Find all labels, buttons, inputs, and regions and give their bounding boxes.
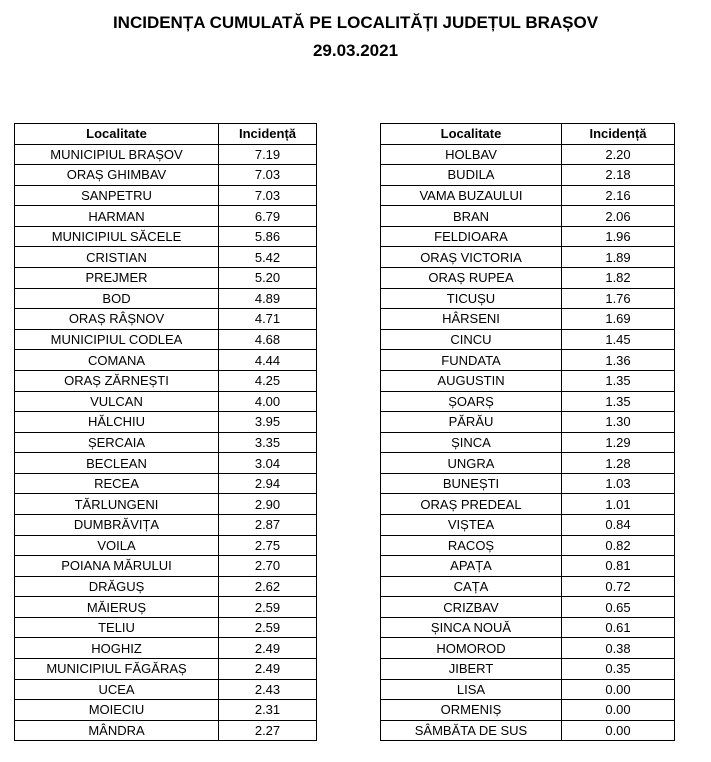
incidence-cell: 2.18	[562, 165, 675, 186]
incidence-cell: 2.59	[219, 597, 317, 618]
locality-cell: HOLBAV	[381, 144, 562, 165]
incidence-cell: 0.00	[562, 700, 675, 721]
incidence-cell: 2.06	[562, 206, 675, 227]
document-title: INCIDENȚA CUMULATĂ PE LOCALITĂȚI JUDEȚUL BRAȘOV	[112, 13, 599, 32]
locality-cell: TICUȘU	[381, 288, 562, 309]
locality-cell: HOMOROD	[381, 638, 562, 659]
locality-cell: MUNICIPIUL CODLEA	[15, 329, 219, 350]
column-header-locality: Localitate	[15, 124, 219, 145]
table-row	[381, 350, 675, 371]
incidence-cell: 0.82	[562, 535, 675, 556]
incidence-cell: 2.75	[219, 535, 317, 556]
table-row	[381, 638, 675, 659]
table-row	[15, 576, 317, 597]
locality-cell: BRAN	[381, 206, 562, 227]
table-row	[381, 514, 675, 535]
incidence-cell: 1.89	[562, 247, 675, 268]
incidence-cell: 3.04	[219, 453, 317, 474]
table-row	[381, 453, 675, 474]
locality-cell: POIANA MĂRULUI	[15, 556, 219, 577]
locality-cell: LISA	[381, 679, 562, 700]
locality-cell: ORAȘ PREDEAL	[381, 494, 562, 515]
incidence-cell: 5.20	[219, 268, 317, 289]
locality-cell: MOIECIU	[15, 700, 219, 721]
locality-cell: MÂNDRA	[15, 720, 219, 741]
incidence-cell: 4.44	[219, 350, 317, 371]
incidence-cell: 1.36	[562, 350, 675, 371]
table-row	[15, 617, 317, 638]
table-row	[381, 576, 675, 597]
incidence-cell: 1.69	[562, 309, 675, 330]
locality-cell: PREJMER	[15, 268, 219, 289]
locality-cell: FUNDATA	[381, 350, 562, 371]
table-row	[15, 432, 317, 453]
incidence-cell: 2.94	[219, 473, 317, 494]
incidence-cell: 2.49	[219, 659, 317, 680]
table-header-row	[381, 124, 675, 145]
locality-cell: HOGHIZ	[15, 638, 219, 659]
locality-cell: ORAȘ RÂȘNOV	[15, 309, 219, 330]
table-row	[15, 556, 317, 577]
locality-cell: DUMBRĂVIȚA	[15, 514, 219, 535]
table-row	[381, 473, 675, 494]
incidence-cell: 0.35	[562, 659, 675, 680]
incidence-cell: 0.72	[562, 576, 675, 597]
incidence-cell: 2.16	[562, 185, 675, 206]
locality-cell: ORMENIȘ	[381, 700, 562, 721]
table-row	[15, 535, 317, 556]
table-row	[15, 679, 317, 700]
incidence-cell: 2.59	[219, 617, 317, 638]
incidence-cell: 2.27	[219, 720, 317, 741]
incidence-cell: 0.00	[562, 679, 675, 700]
column-header-incidence: Incidență	[219, 124, 317, 145]
incidence-cell: 7.03	[219, 165, 317, 186]
locality-cell: BOD	[15, 288, 219, 309]
locality-cell: MUNICIPIUL SĂCELE	[15, 226, 219, 247]
locality-cell: HĂLCHIU	[15, 412, 219, 433]
locality-cell: TELIU	[15, 617, 219, 638]
table-row	[15, 700, 317, 721]
table-row	[381, 556, 675, 577]
incidence-cell: 5.42	[219, 247, 317, 268]
locality-cell: ORAȘ RUPEA	[381, 268, 562, 289]
incidence-cell: 1.45	[562, 329, 675, 350]
locality-cell: MĂIERUȘ	[15, 597, 219, 618]
table-row	[15, 597, 317, 618]
table-row	[381, 432, 675, 453]
locality-cell: PĂRĂU	[381, 412, 562, 433]
table-row	[381, 597, 675, 618]
table-row	[381, 144, 675, 165]
incidence-cell: 1.29	[562, 432, 675, 453]
incidence-cell: 2.90	[219, 494, 317, 515]
table-row	[381, 700, 675, 721]
incidence-cell: 7.19	[219, 144, 317, 165]
locality-cell: BUNEȘTI	[381, 473, 562, 494]
table-header-row	[15, 124, 317, 145]
locality-cell: ȘOARȘ	[381, 391, 562, 412]
column-header-locality: Localitate	[381, 124, 562, 145]
locality-cell: MUNICIPIUL BRAȘOV	[15, 144, 219, 165]
incidence-cell: 0.84	[562, 514, 675, 535]
incidence-cell: 1.35	[562, 370, 675, 391]
table-row	[381, 226, 675, 247]
incidence-cell: 4.25	[219, 370, 317, 391]
table-row	[381, 288, 675, 309]
table-row	[15, 412, 317, 433]
table-row	[15, 165, 317, 186]
incidence-cell: 0.61	[562, 617, 675, 638]
table-row	[15, 494, 317, 515]
incidence-cell: 2.62	[219, 576, 317, 597]
incidence-cell: 2.43	[219, 679, 317, 700]
table-row	[15, 638, 317, 659]
locality-cell: JIBERT	[381, 659, 562, 680]
table-row	[15, 391, 317, 412]
incidence-cell: 1.96	[562, 226, 675, 247]
locality-cell: AUGUSTIN	[381, 370, 562, 391]
table-row	[15, 329, 317, 350]
table-row	[381, 679, 675, 700]
table-row	[381, 720, 675, 741]
incidence-cell: 0.65	[562, 597, 675, 618]
table-row	[381, 329, 675, 350]
locality-cell: CRISTIAN	[15, 247, 219, 268]
locality-cell: TĂRLUNGENI	[15, 494, 219, 515]
locality-cell: ORAȘ GHIMBAV	[15, 165, 219, 186]
table-row	[15, 659, 317, 680]
table-row	[381, 165, 675, 186]
locality-cell: ȘERCAIA	[15, 432, 219, 453]
locality-cell: ȘINCA NOUĂ	[381, 617, 562, 638]
locality-cell: ORAȘ VICTORIA	[381, 247, 562, 268]
table-row	[381, 370, 675, 391]
table-row	[15, 370, 317, 391]
table-row	[381, 494, 675, 515]
locality-cell: UCEA	[15, 679, 219, 700]
table-row	[15, 309, 317, 330]
incidence-cell: 0.81	[562, 556, 675, 577]
table-row	[15, 453, 317, 474]
table-row	[15, 720, 317, 741]
incidence-cell: 1.76	[562, 288, 675, 309]
incidence-cell: 7.03	[219, 185, 317, 206]
incidence-cell: 2.49	[219, 638, 317, 659]
table-row	[381, 309, 675, 330]
table-row	[381, 185, 675, 206]
incidence-cell: 4.00	[219, 391, 317, 412]
table-row	[15, 514, 317, 535]
table-row	[15, 226, 317, 247]
table-row	[15, 206, 317, 227]
incidence-cell: 3.35	[219, 432, 317, 453]
table-row	[15, 144, 317, 165]
incidence-cell: 4.68	[219, 329, 317, 350]
locality-cell: VOILA	[15, 535, 219, 556]
locality-cell: COMANA	[15, 350, 219, 371]
locality-cell: ȘINCA	[381, 432, 562, 453]
incidence-cell: 1.28	[562, 453, 675, 474]
table-row	[15, 247, 317, 268]
incidence-cell: 6.79	[219, 206, 317, 227]
table-row	[381, 617, 675, 638]
incidence-table-left	[14, 123, 317, 741]
incidence-cell: 4.89	[219, 288, 317, 309]
locality-cell: VULCAN	[15, 391, 219, 412]
locality-cell: CRIZBAV	[381, 597, 562, 618]
incidence-cell: 1.30	[562, 412, 675, 433]
incidence-cell: 0.00	[562, 720, 675, 741]
locality-cell: VIȘTEA	[381, 514, 562, 535]
locality-cell: CAȚA	[381, 576, 562, 597]
incidence-cell: 2.70	[219, 556, 317, 577]
incidence-cell: 0.38	[562, 638, 675, 659]
locality-cell: HARMAN	[15, 206, 219, 227]
table-row	[381, 659, 675, 680]
locality-cell: VAMA BUZAULUI	[381, 185, 562, 206]
table-row	[381, 247, 675, 268]
locality-cell: RECEA	[15, 473, 219, 494]
table-row	[15, 268, 317, 289]
locality-cell: SANPETRU	[15, 185, 219, 206]
table-row	[381, 535, 675, 556]
locality-cell: BUDILA	[381, 165, 562, 186]
incidence-cell: 1.03	[562, 473, 675, 494]
incidence-cell: 3.95	[219, 412, 317, 433]
incidence-cell: 4.71	[219, 309, 317, 330]
locality-cell: FELDIOARA	[381, 226, 562, 247]
locality-cell: APAȚA	[381, 556, 562, 577]
incidence-cell: 1.82	[562, 268, 675, 289]
locality-cell: SÂMBĂTA DE SUS	[381, 720, 562, 741]
table-row	[15, 473, 317, 494]
locality-cell: DRĂGUȘ	[15, 576, 219, 597]
locality-cell: MUNICIPIUL FĂGĂRAȘ	[15, 659, 219, 680]
incidence-table-right	[380, 123, 675, 741]
document-date: 29.03.2021	[312, 41, 399, 60]
locality-cell: BECLEAN	[15, 453, 219, 474]
incidence-cell: 5.86	[219, 226, 317, 247]
table-row	[381, 206, 675, 227]
column-header-incidence: Incidență	[562, 124, 675, 145]
locality-cell: UNGRA	[381, 453, 562, 474]
incidence-cell: 2.20	[562, 144, 675, 165]
incidence-cell: 1.01	[562, 494, 675, 515]
table-row	[15, 350, 317, 371]
incidence-cell: 2.87	[219, 514, 317, 535]
table-row	[381, 391, 675, 412]
locality-cell: RACOȘ	[381, 535, 562, 556]
locality-cell: HÂRSENI	[381, 309, 562, 330]
incidence-cell: 1.35	[562, 391, 675, 412]
incidence-cell: 2.31	[219, 700, 317, 721]
table-row	[381, 268, 675, 289]
locality-cell: CINCU	[381, 329, 562, 350]
table-row	[15, 288, 317, 309]
table-row	[381, 412, 675, 433]
locality-cell: ORAȘ ZĂRNEȘTI	[15, 370, 219, 391]
table-row	[15, 185, 317, 206]
